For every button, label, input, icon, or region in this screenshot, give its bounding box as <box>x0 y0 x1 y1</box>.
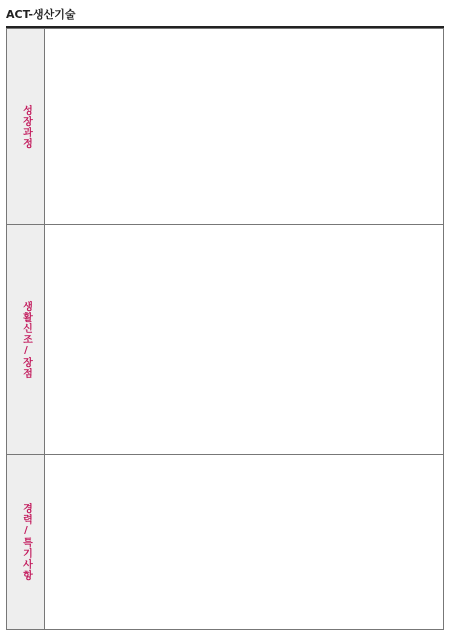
page-title: ACT-생산기술 <box>6 8 76 21</box>
section-career <box>7 455 443 629</box>
section-growth <box>7 29 443 225</box>
section-label-career: 경력/특기사항 <box>7 455 45 629</box>
section-label-motto: 생활신조/장점 <box>7 225 45 454</box>
section-label-growth: 성장과정 <box>7 29 45 224</box>
section-motto <box>7 225 443 455</box>
section-content-growth <box>45 29 443 224</box>
section-content-career <box>45 455 443 629</box>
section-content-motto <box>45 225 443 454</box>
essay-table <box>6 28 444 630</box>
page-header <box>6 4 444 28</box>
